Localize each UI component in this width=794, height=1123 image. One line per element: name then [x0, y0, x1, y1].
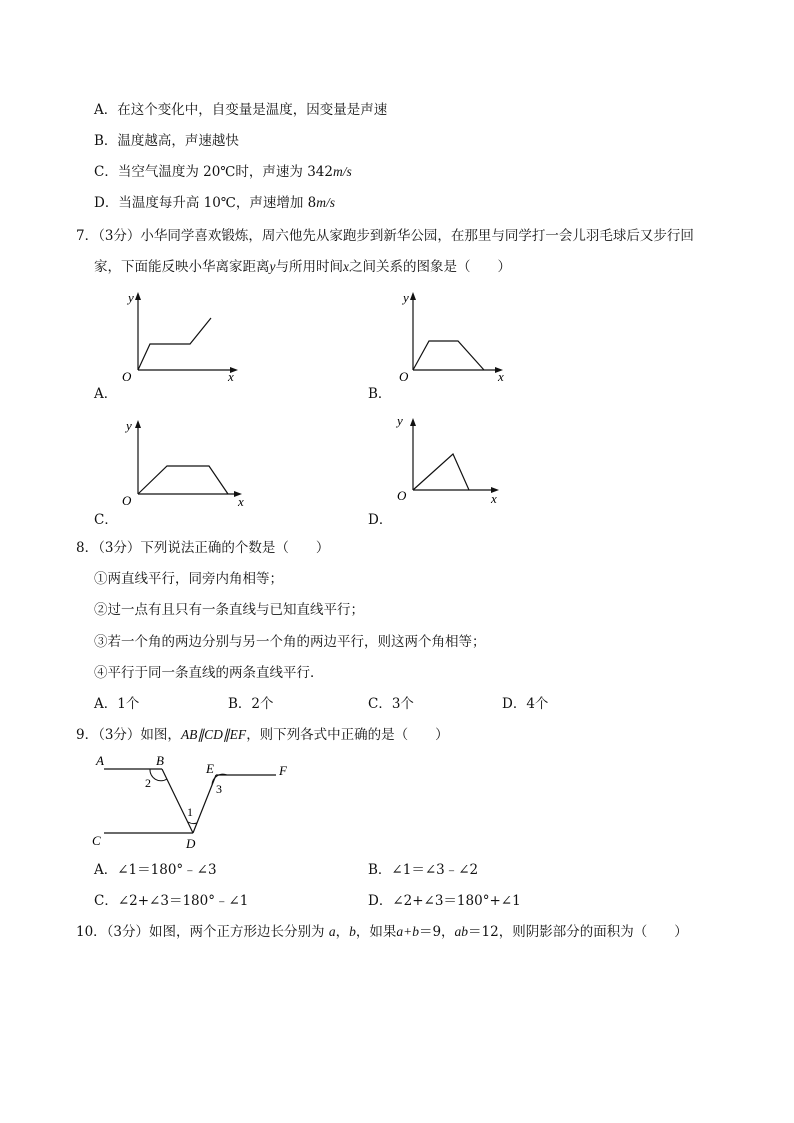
q8-option-c: C．3个 — [368, 696, 414, 712]
q7-label-b: B． — [368, 386, 392, 402]
axis-x-label: x — [498, 369, 504, 384]
q7-graph-d-curve — [413, 454, 469, 490]
axis-x-label: x — [238, 494, 244, 509]
point-e-label: E — [206, 761, 214, 776]
point-a-label: A — [96, 753, 104, 768]
point-b-label: B — [156, 753, 164, 768]
q9-option-c: C．∠2+∠3＝180°﹣∠1 — [94, 893, 249, 909]
point-d-label: D — [186, 836, 196, 851]
axis-y-label: y — [403, 290, 409, 305]
origin-label: O — [399, 369, 409, 384]
q7-label-a: A． — [94, 386, 118, 402]
origin-label: O — [122, 369, 132, 384]
q7-graph-b-curve — [413, 341, 484, 370]
q8-option-a: A．1个 — [94, 696, 140, 712]
q9-stem: 9．（3分）如图，AB∥CD∥EF，则下列各式中正确的是（ ） — [76, 727, 449, 743]
origin-label: O — [122, 493, 132, 508]
q8-item-1: ①两直线平行，同旁内角相等； — [94, 571, 283, 587]
q9-option-d: D．∠2+∠3＝180°+∠1 — [368, 893, 521, 909]
point-f-label: F — [279, 763, 287, 778]
q6-option-d: D．当温度每升高 10℃，声速增加 8m/s — [94, 195, 336, 211]
q7-label-d: D． — [368, 512, 393, 528]
origin-label: O — [397, 488, 407, 503]
q7-graph-b — [385, 288, 525, 388]
q8-stem: 8．（3分）下列说法正确的个数是（ ） — [76, 540, 330, 556]
q9-option-a: A．∠1＝180°﹣∠3 — [94, 862, 217, 878]
angle-1-label: 1 — [187, 805, 193, 819]
q10-stem: 10．（3分）如图，两个正方形边长分别为 a，b，如果a+b＝9，ab＝12，则阴影部分的面积为（ ） — [76, 924, 688, 940]
q8-option-b: B．2个 — [228, 696, 274, 712]
angle-2-label: 2 — [145, 776, 151, 790]
q8-item-3: ③若一个角的两边分别与另一个角的两边平行，则这两个角相等； — [94, 634, 486, 650]
point-c-label: C — [92, 833, 101, 848]
axis-y-label: y — [126, 418, 132, 433]
q7-label-c: C． — [94, 512, 118, 528]
axis-y-label: y — [128, 290, 134, 305]
q6-option-b: B．温度越高，声速越快 — [94, 133, 239, 149]
q7-graph-a — [110, 288, 250, 388]
q6-option-a: A．在这个变化中，自变量是温度，因变量是声速 — [94, 102, 388, 118]
axis-x-label: x — [228, 369, 234, 384]
q6-option-c: C．当空气温度为 20℃时，声速为 342m/s — [94, 164, 352, 180]
axis-y-label: y — [397, 413, 403, 428]
q7-stem-line2: 家，下面能反映小华离家距离y与所用时间x之间关系的图象是（ ） — [94, 259, 511, 275]
q7-graph-d — [385, 410, 525, 510]
q7-stem-line1: 7．（3分）小华同学喜欢锻炼，周六他先从家跑步到新华公园，在那里与同学打一会儿羽毛球后又步行回 — [76, 228, 694, 244]
q9-option-b: B．∠1＝∠3﹣∠2 — [368, 862, 479, 878]
q8-option-d: D．4个 — [502, 696, 549, 712]
q9-figure — [90, 750, 310, 855]
axis-x-label: x — [491, 491, 497, 506]
angle-3-label: 3 — [216, 782, 222, 796]
q8-item-4: ④平行于同一条直线的两条直线平行． — [94, 665, 324, 681]
q7-graph-c-curve — [138, 466, 228, 494]
q7-graph-a-curve — [138, 318, 211, 370]
q8-item-2: ②过一点有且只有一条直线与已知直线平行； — [94, 602, 364, 618]
q7-graph-c — [110, 416, 250, 516]
